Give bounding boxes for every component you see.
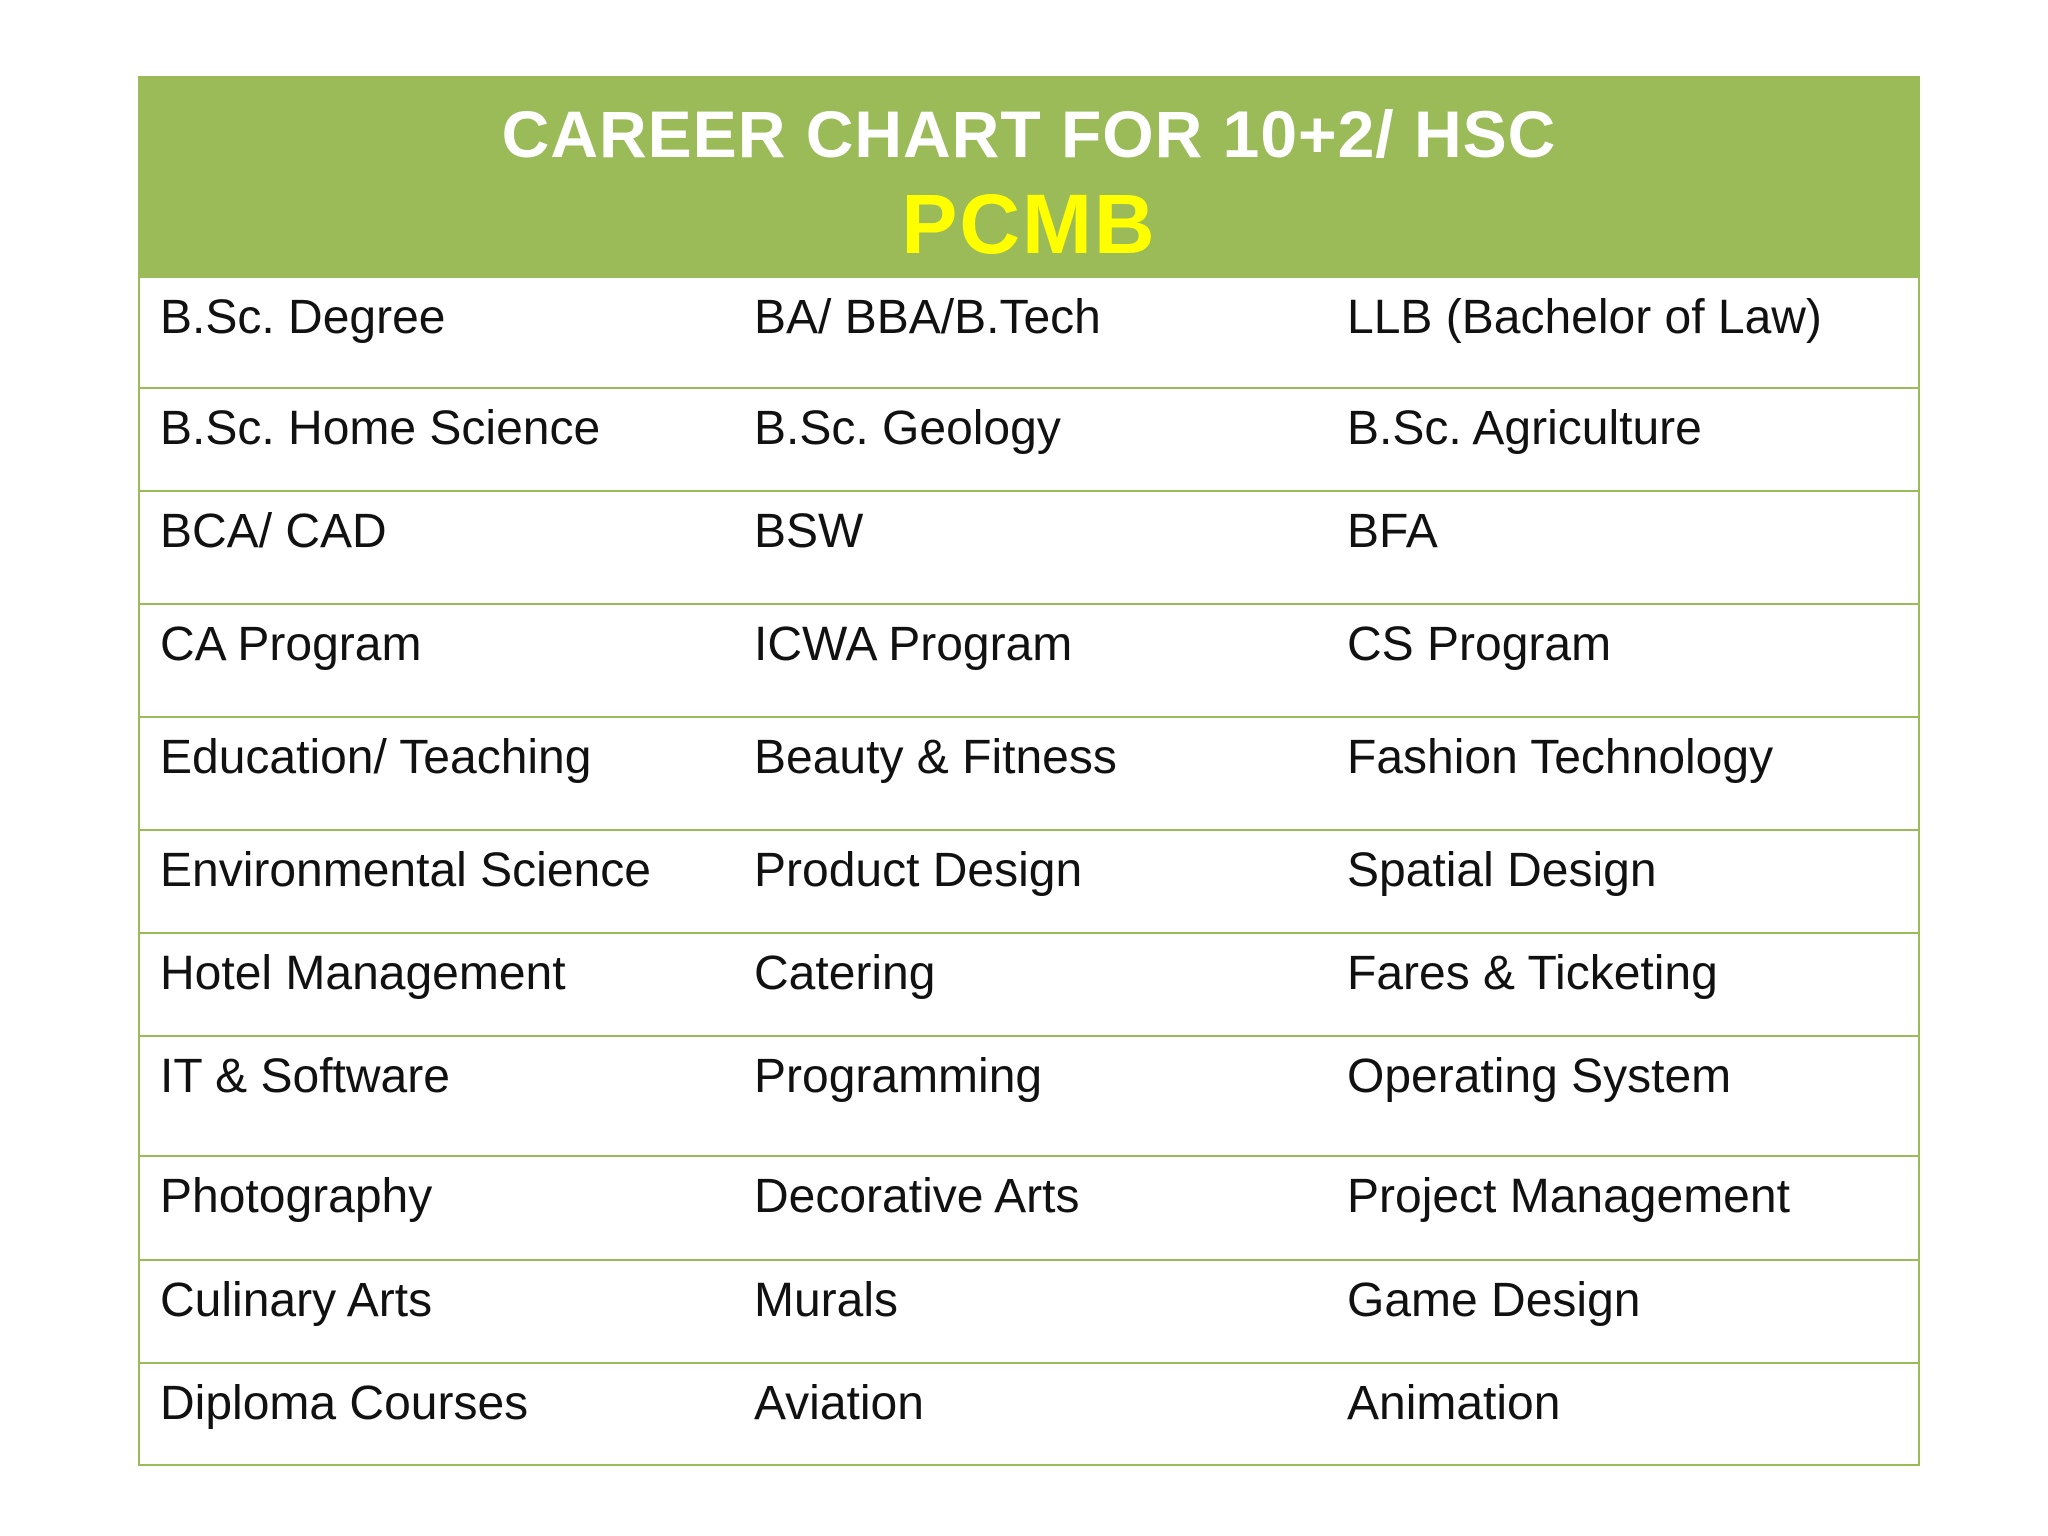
table-cell: ICWA Program [754, 618, 1073, 671]
career-chart [138, 76, 1920, 1466]
table-cell: Hotel Management [160, 947, 566, 1000]
chart-title: CAREER CHART FOR 10+2/ HSC [501, 97, 1557, 171]
table-cell: Programming [754, 1050, 1043, 1103]
table-cell: Diploma Courses [160, 1377, 529, 1430]
table-cell: Beauty & Fitness [754, 731, 1117, 784]
table-cell: Decorative Arts [754, 1170, 1080, 1223]
table-cell: B.Sc. Geology [754, 402, 1061, 455]
table-cell: B.Sc. Degree [160, 291, 446, 344]
table-row [140, 605, 1918, 718]
table-cell: B.Sc. Agriculture [1347, 402, 1702, 455]
table-row [140, 1261, 1918, 1364]
table-cell: Fares & Ticketing [1347, 947, 1718, 1000]
table-cell: Game Design [1347, 1274, 1641, 1327]
table-row [140, 492, 1918, 605]
table-cell: Photography [160, 1170, 433, 1223]
table-cell: Operating System [1347, 1050, 1732, 1103]
table-cell: IT & Software [160, 1050, 450, 1103]
table-row [140, 1364, 1918, 1466]
table-cell: BCA/ CAD [160, 505, 387, 558]
table-row [140, 831, 1918, 934]
table-cell: B.Sc. Home Science [160, 402, 601, 455]
table-cell: Murals [754, 1274, 899, 1327]
table-cell: CA Program [160, 618, 422, 671]
chart-header [140, 78, 1918, 278]
table-cell: LLB (Bachelor of Law) [1347, 291, 1822, 344]
table-cell: Education/ Teaching [160, 731, 592, 784]
table-row [140, 1037, 1918, 1157]
table-cell: Animation [1347, 1377, 1561, 1430]
table-row [140, 389, 1918, 492]
career-table [140, 278, 1918, 1466]
table-cell: Environmental Science [160, 844, 651, 897]
table-cell: BSW [754, 505, 864, 558]
table-row [140, 718, 1918, 831]
table-row [140, 934, 1918, 1037]
table-cell: Product Design [754, 844, 1083, 897]
table-row [140, 1157, 1918, 1261]
table-cell: BFA [1347, 505, 1438, 558]
table-cell: BA/ BBA/B.Tech [754, 291, 1101, 344]
table-cell: Fashion Technology [1347, 731, 1774, 784]
table-row [140, 278, 1918, 389]
table-cell: CS Program [1347, 618, 1612, 671]
table-cell: Catering [754, 947, 936, 1000]
table-cell: Spatial Design [1347, 844, 1657, 897]
table-cell: Aviation [754, 1377, 924, 1430]
table-cell: Project Management [1347, 1170, 1790, 1223]
chart-subtitle: PCMB [901, 177, 1157, 271]
table-cell: Culinary Arts [160, 1274, 433, 1327]
